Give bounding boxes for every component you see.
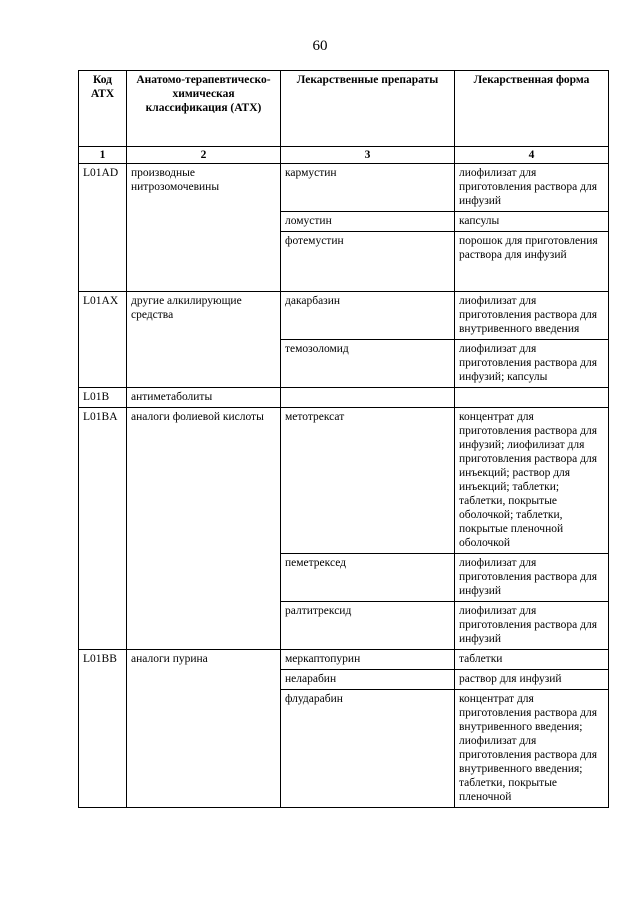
atc-group-name: производные нитрозомочевины: [127, 164, 281, 292]
atc-code: L01AD: [79, 164, 127, 292]
dosage-form: лиофилизат для приготовления раствора для инфузий: [455, 164, 609, 212]
table-row: [79, 408, 609, 554]
atc-group-name: антиметаболиты: [127, 388, 281, 408]
column-number: 2: [127, 147, 281, 164]
dosage-form: раствор для инфузий: [455, 670, 609, 690]
column-number-row: [79, 147, 609, 164]
table-row: [79, 388, 609, 408]
column-number: 1: [79, 147, 127, 164]
drug-name: дакарбазин: [281, 292, 455, 340]
atc-code: L01AX: [79, 292, 127, 388]
atc-code: L01BB: [79, 650, 127, 808]
header-atc-classification: Анатомо-терапевтическо-химическая классификация (АТХ): [127, 71, 281, 147]
table-row: [79, 292, 609, 340]
drug-table: [78, 70, 609, 808]
table-row: [79, 164, 609, 212]
header-code: Код АТХ: [79, 71, 127, 147]
drug-name: метотрексат: [281, 408, 455, 554]
dosage-form: лиофилизат для приготовления раствора для инфузий; капсулы: [455, 340, 609, 388]
drug-name: кармустин: [281, 164, 455, 212]
dosage-form: концентрат для приготовления раствора для внутривенного введения; лиофилизат для приготовления раствора для внутривенного введения; таблетки, покрытые пленочной: [455, 690, 609, 808]
dosage-form: порошок для приготовления раствора для инфузий: [455, 232, 609, 292]
drug-name: флударабин: [281, 690, 455, 808]
page-number: 60: [312, 38, 328, 54]
drug-name: фотемустин: [281, 232, 455, 292]
atc-code: L01B: [79, 388, 127, 408]
atc-group-name: другие алкилирующие средства: [127, 292, 281, 388]
column-number: 4: [455, 147, 609, 164]
table-row: [79, 650, 609, 670]
header-drugs: Лекарственные препараты: [281, 71, 455, 147]
header-row: [79, 71, 609, 147]
drug-name: пеметрексед: [281, 554, 455, 602]
dosage-form: таблетки: [455, 650, 609, 670]
header-dosage-form: Лекарственная форма: [455, 71, 609, 147]
drug-name: ломустин: [281, 212, 455, 232]
atc-group-name: аналоги фолиевой кислоты: [127, 408, 281, 650]
drug-name: [281, 388, 455, 408]
dosage-form: [455, 388, 609, 408]
dosage-form: капсулы: [455, 212, 609, 232]
dosage-form: лиофилизат для приготовления раствора для инфузий: [455, 554, 609, 602]
drug-name: неларабин: [281, 670, 455, 690]
atc-group-name: аналоги пурина: [127, 650, 281, 808]
column-number: 3: [281, 147, 455, 164]
dosage-form: концентрат для приготовления раствора для инфузий; лиофилизат для приготовления раствора для инъекций; раствор для инъекций; таблетки; таблетки, покрытые оболочкой; таблетки, покрытые пленочной оболочкой: [455, 408, 609, 554]
dosage-form: лиофилизат для приготовления раствора для инфузий: [455, 602, 609, 650]
atc-code: L01BA: [79, 408, 127, 650]
drug-name: меркаптопурин: [281, 650, 455, 670]
dosage-form: лиофилизат для приготовления раствора для внутривенного введения: [455, 292, 609, 340]
drug-name: ралтитрексид: [281, 602, 455, 650]
drug-name: темозоломид: [281, 340, 455, 388]
